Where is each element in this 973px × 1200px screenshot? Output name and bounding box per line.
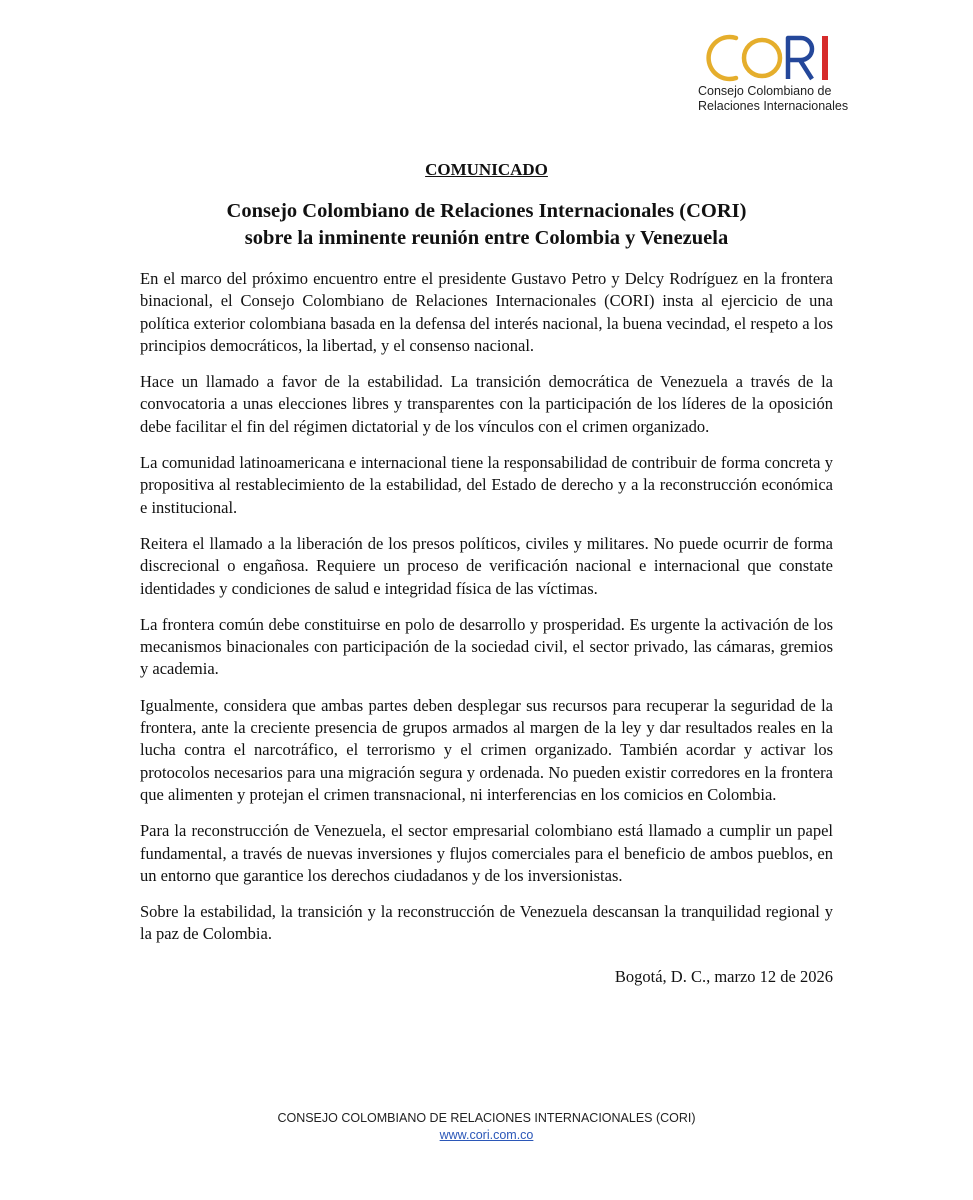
paragraph: Sobre la estabilidad, la transición y la reconstrucción de Venezuela descansan la tranquilidad regional y la paz de Colombia. [140, 902, 833, 944]
document-body [140, 268, 833, 1002]
logo-tagline-2: Relaciones Internacionales [698, 99, 849, 113]
footer-org: CONSEJO COLOMBIANO DE RELACIONES INTERNACIONALES (CORI) [277, 1111, 696, 1125]
paragraph: Igualmente, considera que ambas partes deben desplegar sus recursos para recuperar la seguridad de la frontera, ante la creciente presencia de grupos armados al margen de la ley y dar resultados reales en la lucha contra el narcotráfico, el terrorismo y el crimen organizado. También acordar y activar los protocolos necesarios para una migración segura y ordenada. No pueden existir corredores en la frontera que alimenten y protejan el crimen transnacional, ni interferencias en los comicios en Colombia. [140, 695, 833, 804]
paragraph: En el marco del próximo encuentro entre el presidente Gustavo Petro y Delcy Rodríguez en la frontera binacional, el Consejo Colombiano de Relaciones Internacionales (CORI) insta al ejercicio de una política exterior colombiana basada en la defensa del interés nacional, la buena vecindad, el respeto a los principios democráticos, la libertad, y el consenso nacional. [140, 269, 833, 355]
date-line: Bogotá, D. C., marzo 12 de 2026 [614, 966, 833, 986]
paragraph: La frontera común debe constituirse en polo de desarrollo y prosperidad. Es urgente la activación de los mecanismos binacionales con participación de la sociedad civil, el sector privado, las cámaras, gremios y academia. [140, 614, 833, 679]
paragraph: Reitera el llamado a la liberación de los presos políticos, civiles y militares. No puede ocurrir de forma discrecional o engañosa. Requiere un proceso de verificación nacional e internacional que constate identidades y condiciones de salud e integridad física de las víctimas. [140, 533, 833, 598]
document-heading: COMUNICADO [425, 160, 548, 179]
title-line-1: Consejo Colombiano de Relaciones Internacionales (CORI) [226, 200, 747, 222]
document-title [140, 198, 833, 252]
footer [0, 1110, 973, 1144]
paragraph: Para la reconstrucción de Venezuela, el sector empresarial colombiano está llamado a cumplir un papel fundamental, a través de nuevas inversiones y flujos comerciales para el beneficio de ambos pueblos, en un entorno que garantice los derechos ciudadanos y de los inversionistas. [140, 821, 833, 885]
paragraph: Hace un llamado a favor de la estabilidad. La transición democrática de Venezuela a través de la convocatoria a unas elecciones libres y transparentes con la participación de los líderes de la oposición debe facilitar el fin del régimen dictatorial y de los vínculos con el crimen organizado. [140, 372, 833, 436]
paragraph: La comunidad latinoamericana e internacional tiene la responsabilidad de contribuir de forma concreta y propositiva al restablecimiento de la estabilidad, del Estado de derecho y a la reconstrucción económica e institucional. [140, 453, 833, 517]
logo-tagline-1: Consejo Colombiano de [698, 84, 832, 98]
cori-logo [698, 30, 858, 112]
footer-website-link[interactable]: www.cori.com.co [439, 1128, 534, 1142]
cori-logo-wordmark [706, 30, 846, 86]
title-line-2: sobre la inminente reunión entre Colombia y Venezuela [244, 227, 729, 249]
